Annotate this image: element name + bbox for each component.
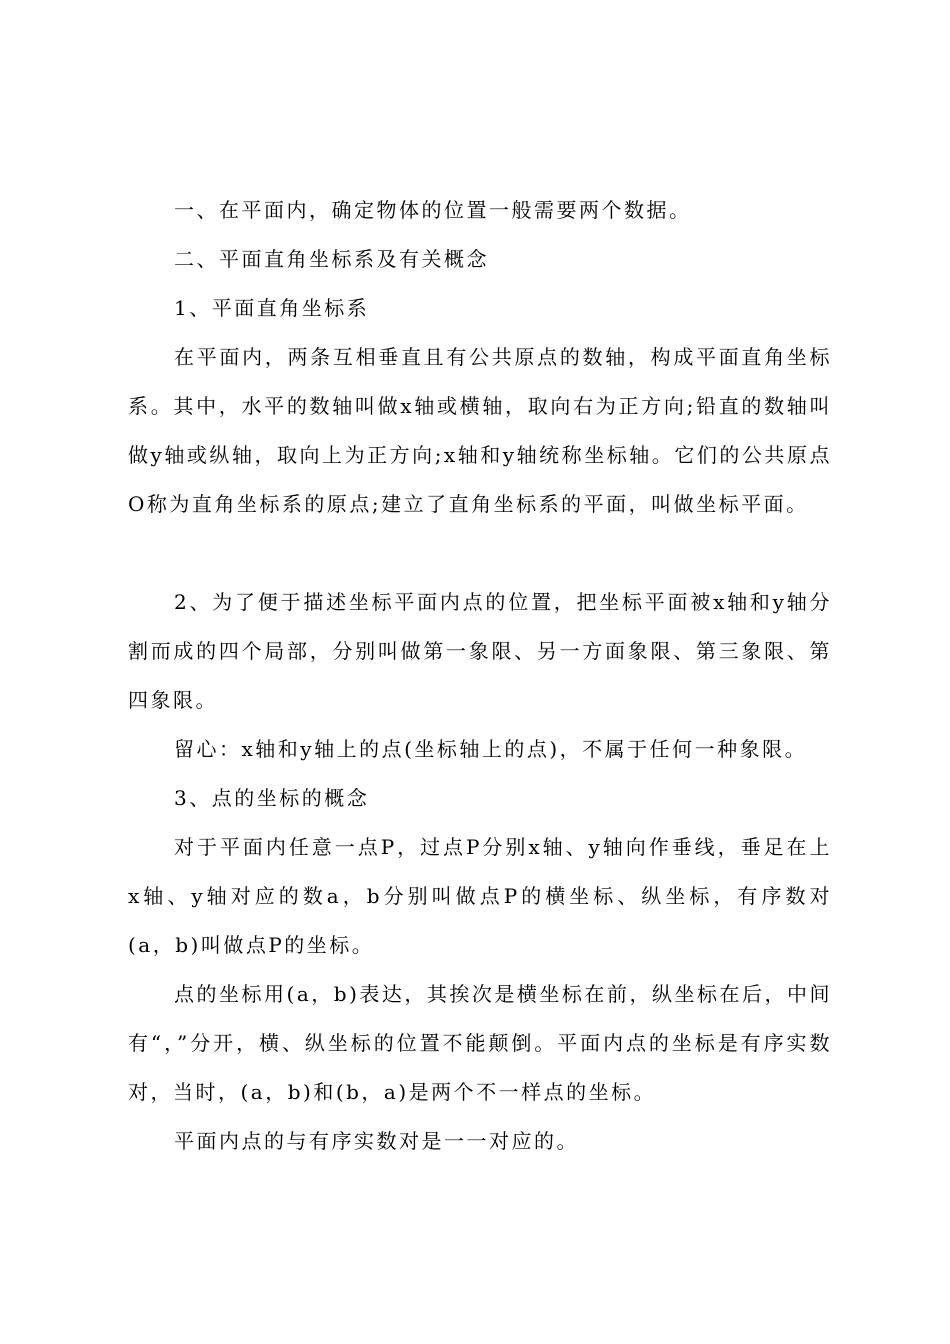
paragraph-cartesian-definition: 在平面内，两条互相垂直且有公共原点的数轴，构成平面直角坐标系。其中，水平的数轴叫做x轴或横轴，取向右为正方向;铅直的数轴叫做y轴或纵轴，取向上为正方向;x轴和y轴统称坐标轴。它们的公共原点O称为直角坐标系的原点;建立了直角坐标系的平面，叫做坐标平面。	[128, 345, 832, 516]
paragraph-point-definition: 对于平面内任意一点P，过点P分别x轴、y轴向作垂线，垂足在上x轴、y轴对应的数a，b分别叫做点P的横坐标、纵坐标，有序数对(a，b)叫做点P的坐标。	[128, 835, 832, 957]
paragraph-intro: 一、在平面内，确定物体的位置一般需要两个数据。	[174, 198, 692, 222]
paragraph-ordered-pair: 点的坐标用(a，b)表达，其挨次是横坐标在前，纵坐标在后，中间有“，”分开，横、纵坐标的位置不能颠倒。平面内点的坐标是有序实数对，当时，(a，b)和(b，a)是两个不一样点的坐标。	[128, 982, 832, 1104]
paragraph-one-to-one: 平面内点的与有序实数对是一一对应的。	[174, 1129, 579, 1153]
paragraph-spacer	[128, 529, 832, 578]
paragraph-axis-note: 留心：x轴和y轴上的点(坐标轴上的点)，不属于任何一种象限。	[174, 737, 808, 761]
document-body	[128, 186, 832, 1166]
heading-coordinate-concepts: 二、平面直角坐标系及有关概念	[174, 247, 489, 271]
paragraph-quadrants: 2、为了便于描述坐标平面内点的位置，把坐标平面被x轴和y轴分割而成的四个局部，分别叫做第一象限、另一方面象限、第三象限、第四象限。	[128, 590, 832, 712]
heading-point-coordinates: 3、点的坐标的概念	[174, 786, 370, 810]
heading-cartesian-system: 1、平面直角坐标系	[174, 296, 370, 320]
